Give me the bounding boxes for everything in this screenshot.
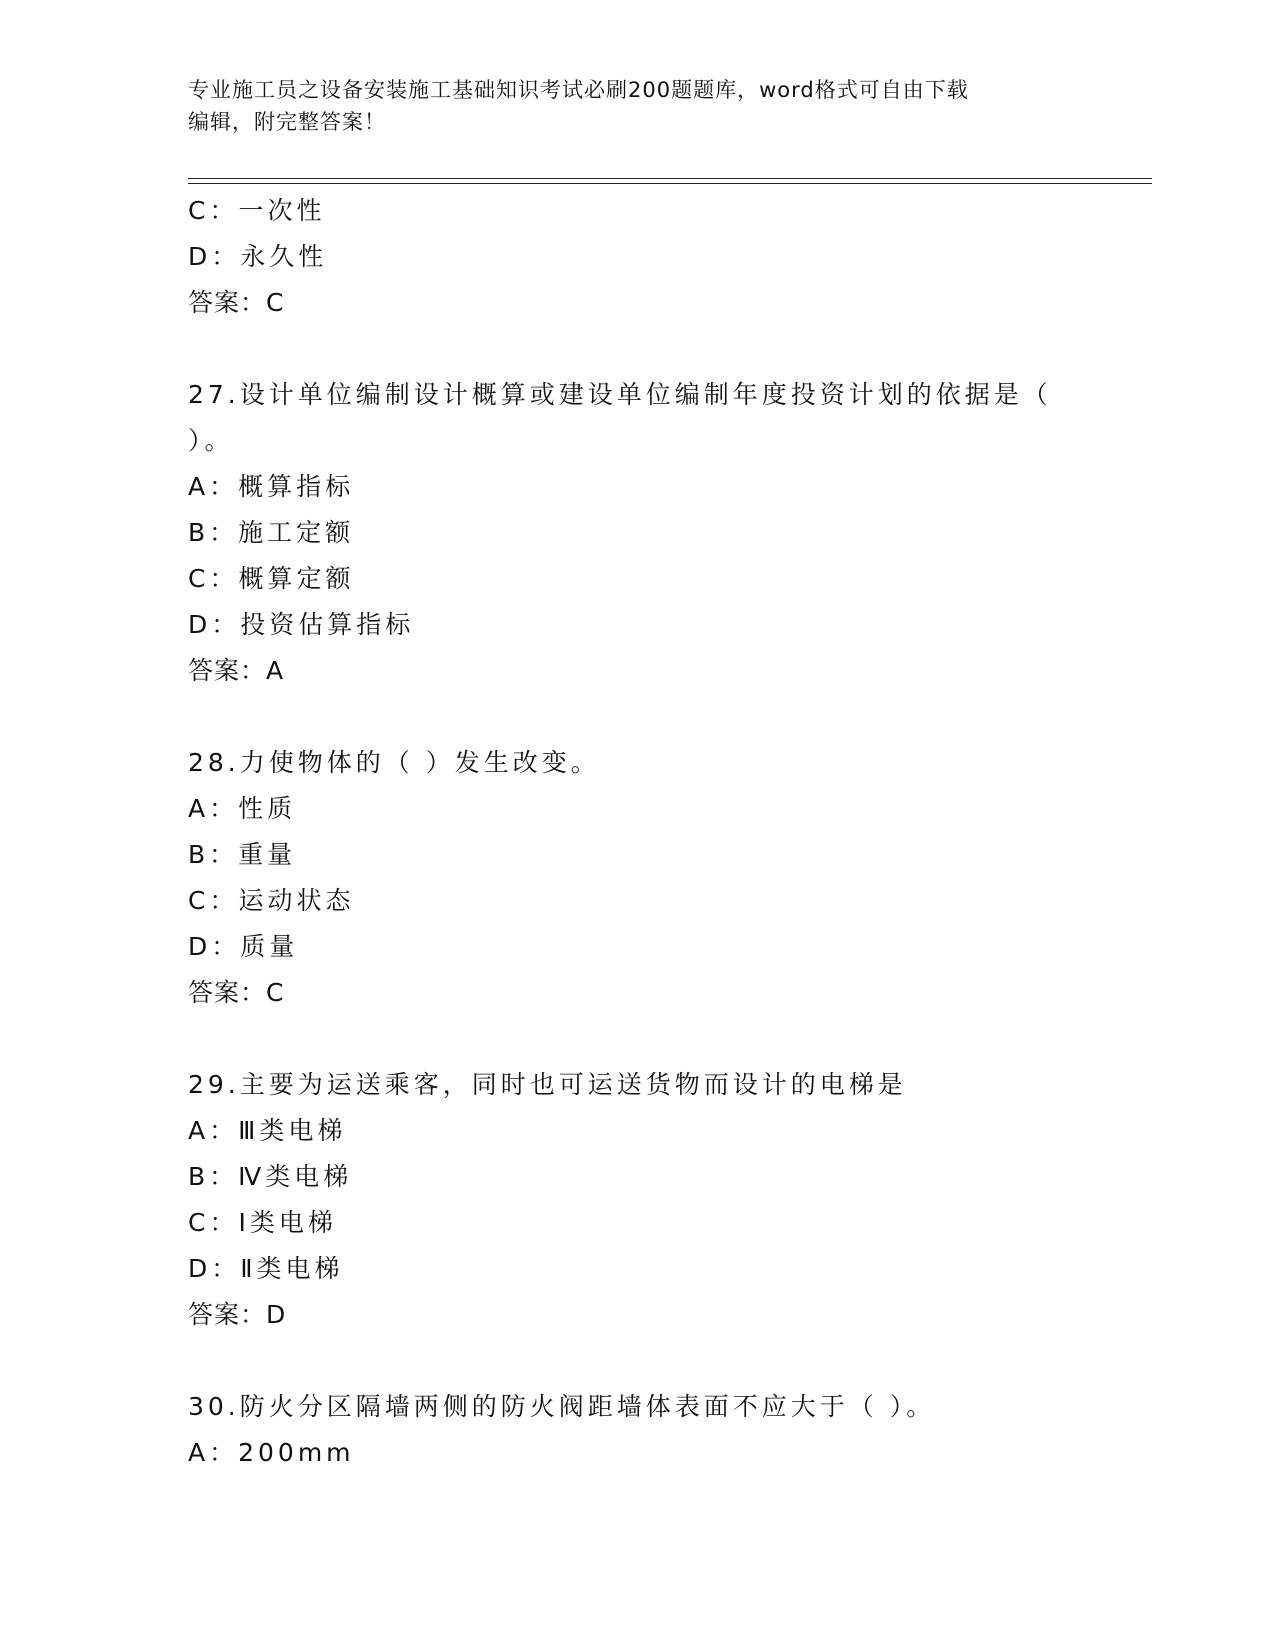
spacer [188,326,1152,372]
question-stem: 28.力使物体的（ ）发生改变。 [188,748,600,777]
option-b: B：Ⅳ类电梯 [188,1162,353,1191]
option-d: D：质量 [188,932,299,961]
spacer [188,1338,1152,1384]
option-a: A：概算指标 [188,472,355,501]
answer: 答案：C [188,978,285,1007]
question-stem: 29.主要为运送乘客，同时也可运送货物而设计的电梯是 [188,1070,907,1099]
option-d: D：投资估算指标 [188,610,415,639]
question-30 [188,1384,1152,1476]
answer: 答案：A [188,656,285,685]
question-29 [188,1062,1152,1338]
document-header [188,74,1088,138]
spacer [188,694,1152,740]
question-stem: 27.设计单位编制设计概算或建设单位编制年度投资计划的依据是（ [188,380,1052,409]
option-c: C：概算定额 [188,564,355,593]
answer: 答案：D [188,1300,287,1329]
header-line-2: 编辑，附完整答案！ [188,110,386,134]
header-divider-top [188,178,1152,179]
question-list [188,188,1152,1476]
option-d: D：永久性 [188,242,328,271]
header-line-1: 专业施工员之设备安装施工基础知识考试必刷200题题库，word格式可自由下载 [188,78,969,102]
question-stem-continued: ）。 [188,426,234,455]
option-a: A：性质 [188,794,297,823]
spacer [188,1016,1152,1062]
option-d: D：Ⅱ类电梯 [188,1254,344,1283]
option-b: B：重量 [188,840,297,869]
option-a: A：200mm [188,1438,355,1467]
answer: 答案：C [188,288,285,317]
question-26 [188,188,1152,326]
option-b: B：施工定额 [188,518,355,547]
question-27 [188,372,1152,694]
question-28 [188,740,1152,1016]
header-divider-bottom [188,183,1152,184]
option-c: C：运动状态 [188,886,355,915]
option-c: C：Ⅰ类电梯 [188,1208,337,1237]
option-c: C：一次性 [188,196,326,225]
option-a: A：Ⅲ类电梯 [188,1116,347,1145]
question-stem: 30.防火分区隔墙两侧的防火阀距墙体表面不应大于（ ）。 [188,1392,936,1421]
